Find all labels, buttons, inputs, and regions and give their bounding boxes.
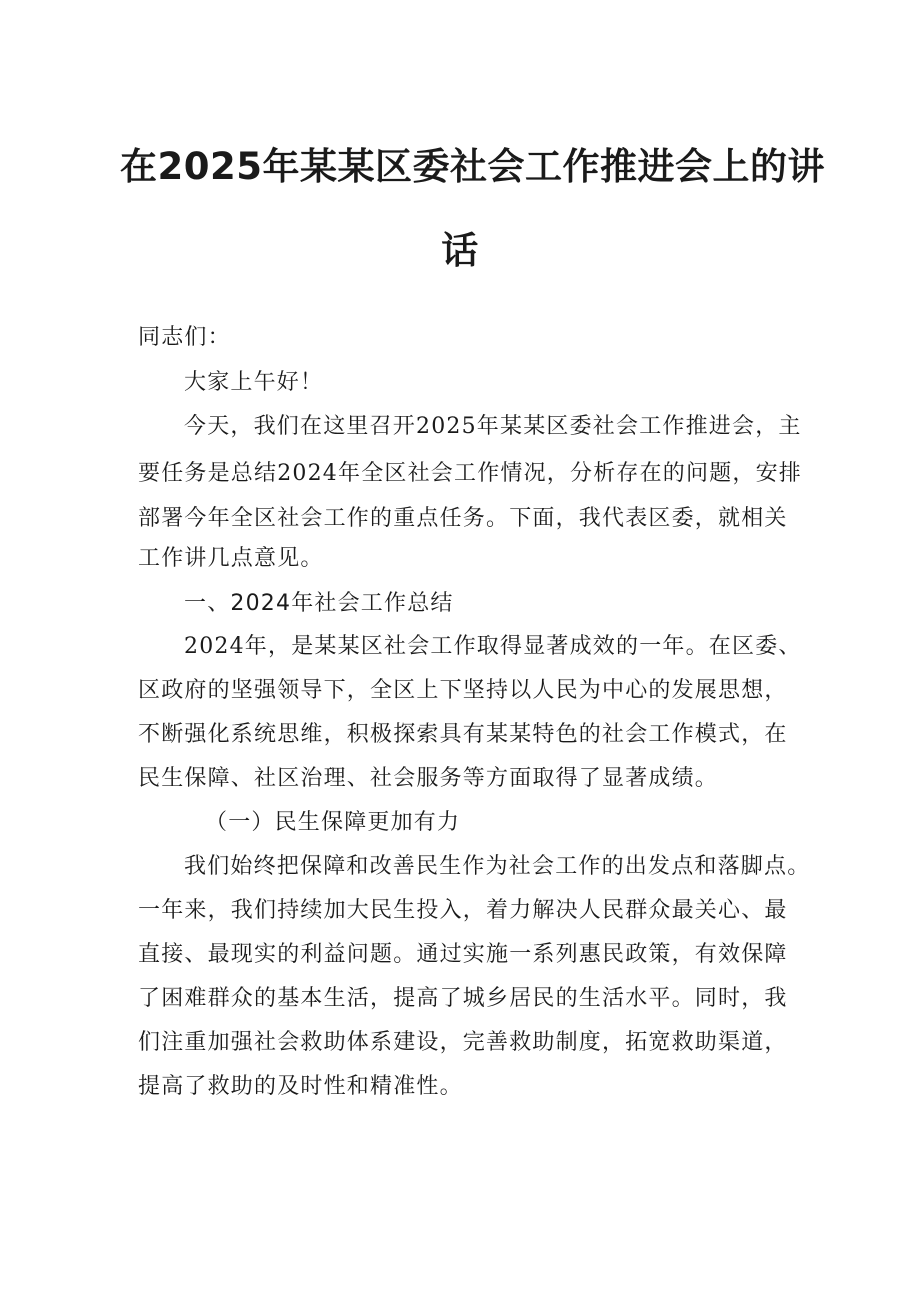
intro-line: 今天，我们在这里召开2025年某某区委社会工作推进会，主: [184, 414, 802, 439]
subsection-1-line: 了困难群众的基本生活，提高了城乡居民的生活水平。同时，我: [138, 986, 788, 1011]
subsection-1-line: 们注重加强社会救助体系建设，完善救助制度，拓宽救助渠道，: [138, 1030, 788, 1055]
subsection-1-heading: （一）民生保障更加有力: [205, 810, 461, 835]
section-1-line: 2024年，是某某区社会工作取得显著成效的一年。在区委、: [184, 634, 802, 659]
greeting: 大家上午好！: [184, 370, 324, 395]
subsection-1-line: 直接、最现实的利益问题。通过实施一系列惠民政策，有效保障: [138, 942, 788, 967]
document-title-line-1: 在2025年某某区委社会工作推进会上的讲: [120, 145, 825, 188]
section-1-line: 不断强化系统思维，积极探索具有某某特色的社会工作模式，在: [138, 722, 788, 747]
intro-line: 部署今年全区社会工作的重点任务。下面，我代表区委，就相关: [138, 506, 788, 531]
subsection-1-line: 提高了救助的及时性和精准性。: [138, 1074, 463, 1099]
intro-line: 工作讲几点意见。: [138, 546, 324, 571]
section-1-line: 民生保障、社区治理、社会服务等方面取得了显著成绩。: [138, 766, 719, 791]
subsection-1-line: 我们始终把保障和改善民生作为社会工作的出发点和落脚点。: [184, 854, 811, 879]
section-1-line: 区政府的坚强领导下，全区上下坚持以人民为中心的发展思想，: [138, 678, 788, 703]
document-title-line-2: 话: [441, 229, 479, 272]
intro-line: 要任务是总结2024年全区社会工作情况，分析存在的问题，安排: [138, 461, 802, 486]
subsection-1-line: 一年来，我们持续加大民生投入，着力解决人民群众最关心、最: [138, 898, 788, 923]
section-1-heading: 一、2024年社会工作总结: [184, 591, 454, 616]
salutation: 同志们：: [138, 325, 231, 350]
